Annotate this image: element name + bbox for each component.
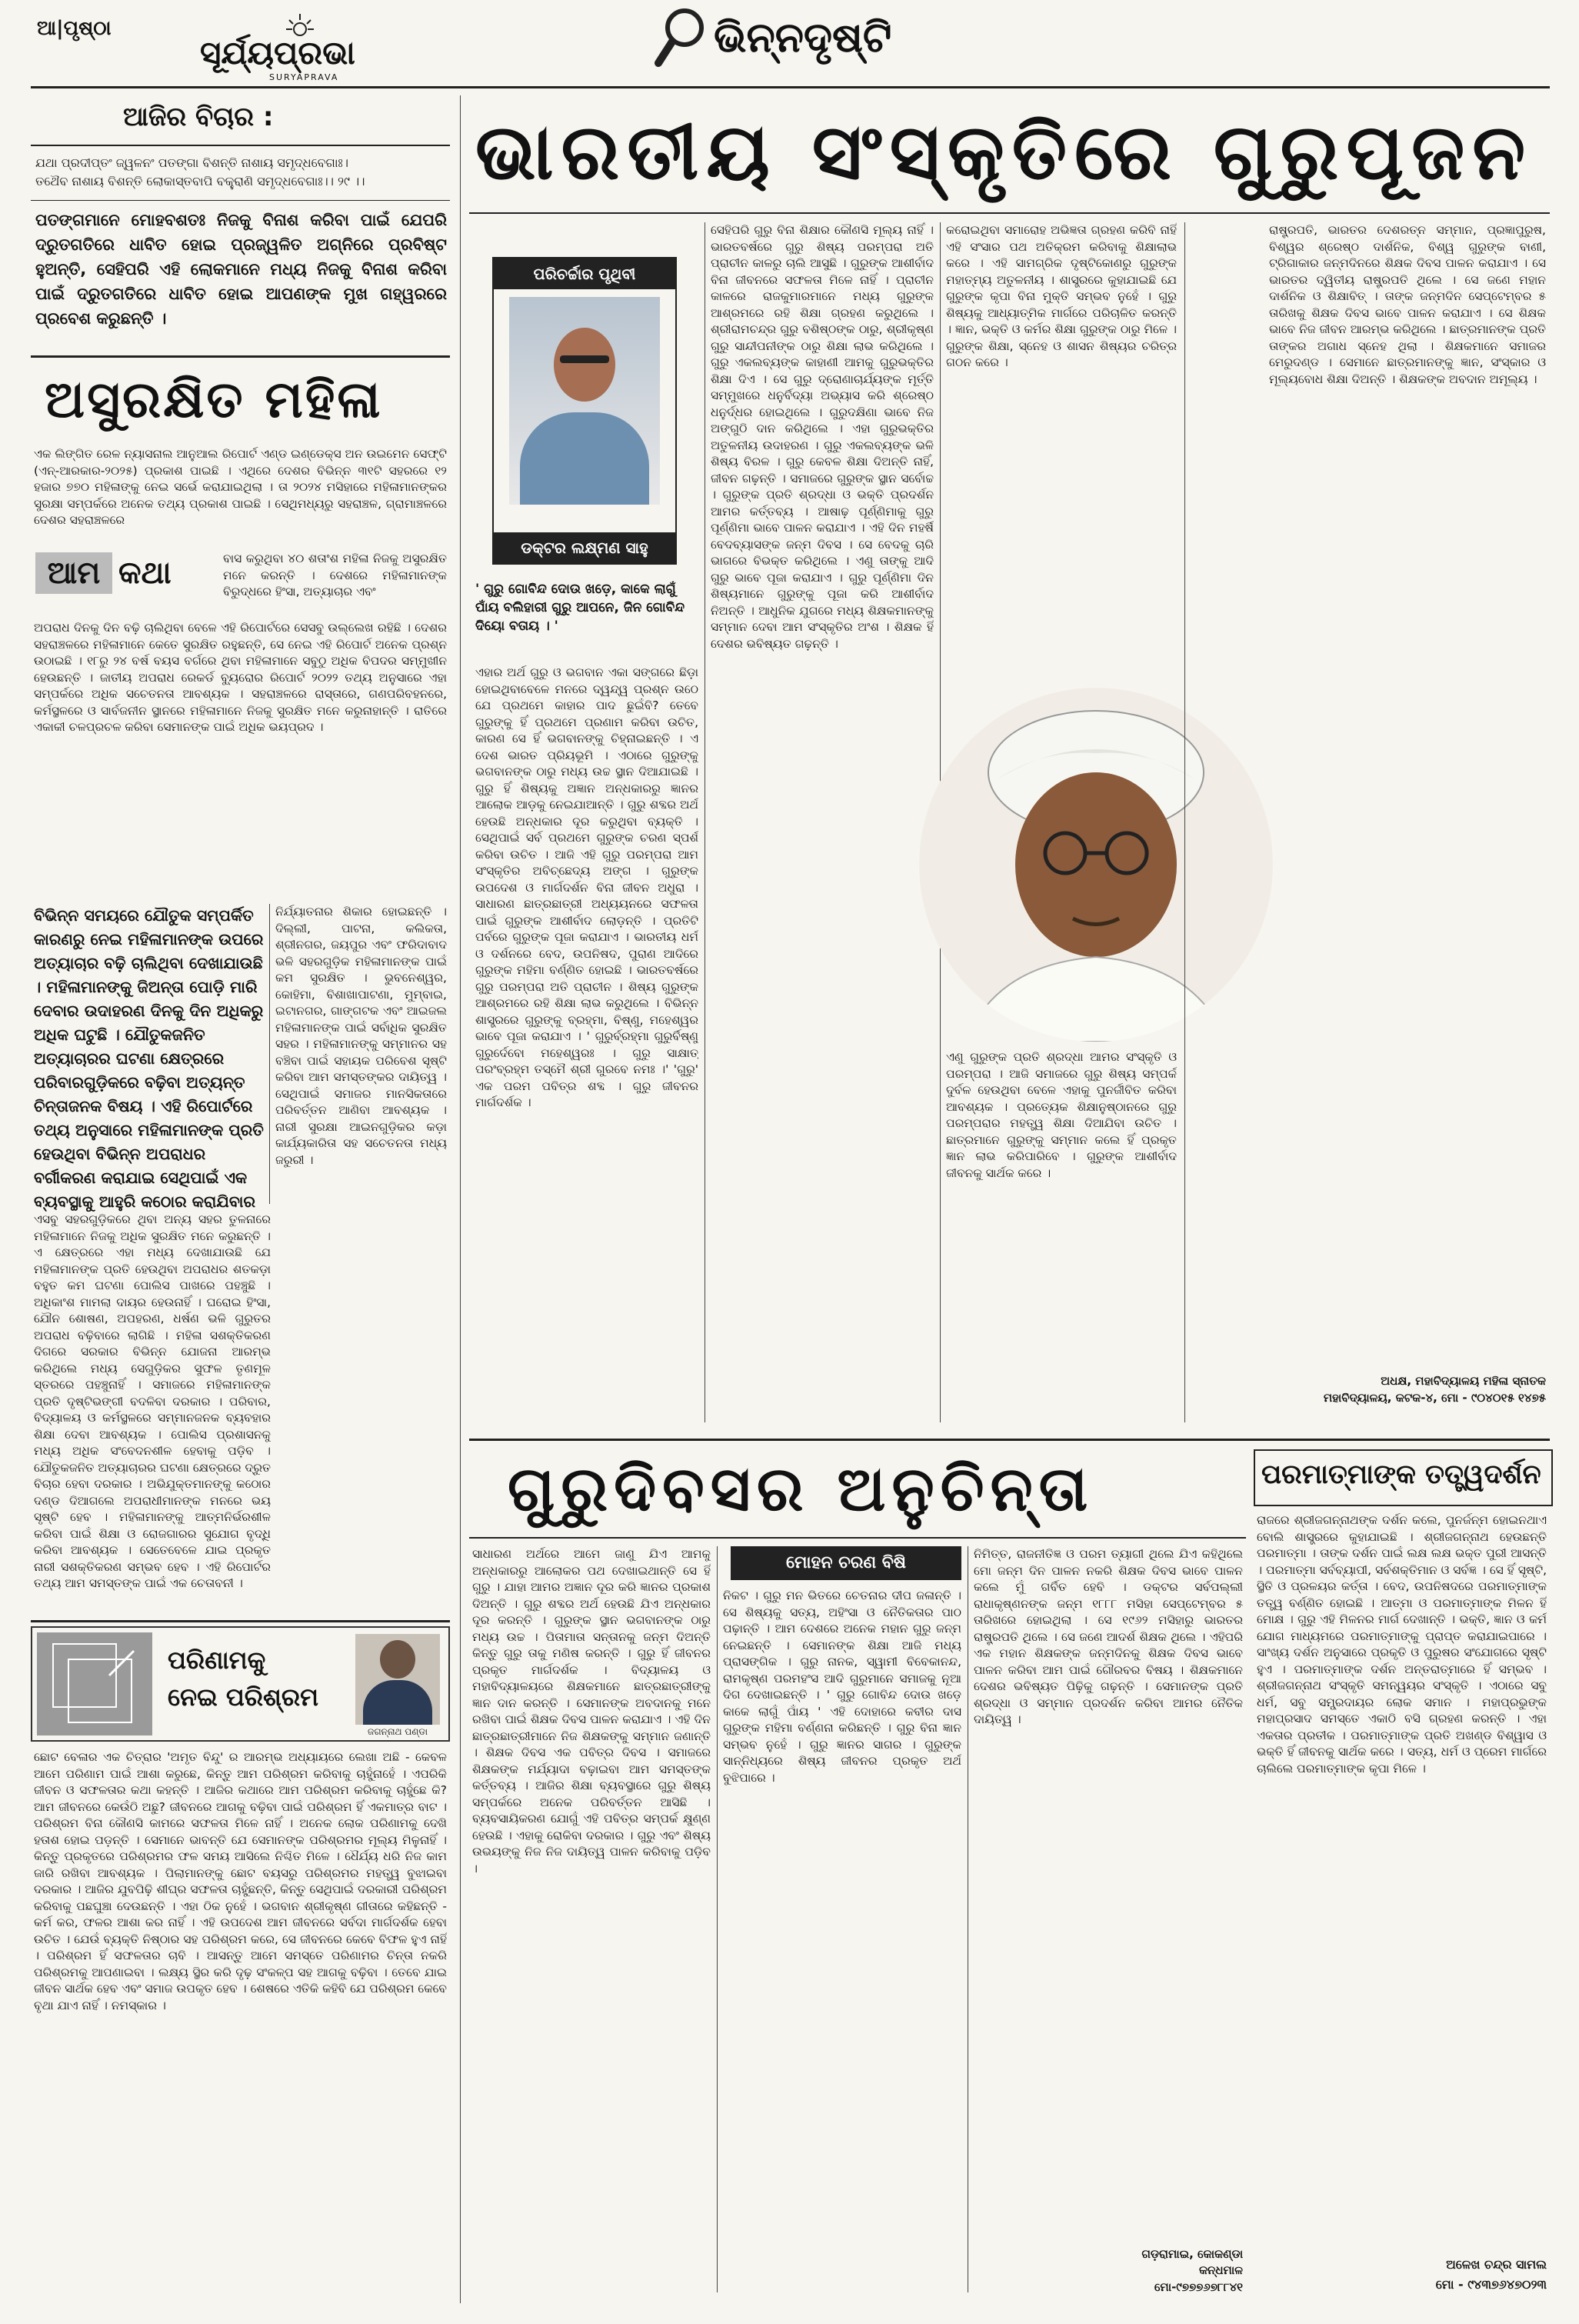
teacherday-text: ସାଧାରଣ ଅର୍ଥରେ ଆମେ ଜାଣୁ ଯିଏ ଆମକୁ ଅନ୍ଧକାରରୁ ଆଲୋକର ପଥ ଦେଖାଇଥାନ୍ତି ସେ ହିଁ ଗୁରୁ । ଯାହା ଆମର ଅଜ୍ଞାନ ଦୂର କରି ଜ୍ଞାନର ପ୍ରକାଶ ଦିଅନ୍ତି । ଗୁରୁ ଶବ୍ଦର ଅର୍ଥ ହେଉଛି ଯିଏ ଅନ୍ଧକାର ଦୂର କରନ୍ତି । ଗୁରୁଙ୍କ ସ୍ଥାନ ଭଗବାନଙ୍କ ଠାରୁ ମଧ୍ୟ ଉଚ୍ଚ । ପିତାମାତା ସନ୍ତାନକୁ ଜନ୍ମ ଦିଅନ୍ତି କିନ୍ତୁ ଗୁରୁ ତାକୁ ମଣିଷ କରନ୍ତି । ଗୁରୁ ହିଁ ଜୀବନର ପ୍ରକୃତ ମାର୍ଗଦର୍ଶକ । ବିଦ୍ୟାଳୟ ଓ ମହାବିଦ୍ୟାଳୟରେ ଶିକ୍ଷକମାନେ ଛାତ୍ରଛାତ୍ରୀଙ୍କୁ ଜ୍ଞାନ ଦାନ କରନ୍ତି । ସେମାନଙ୍କ ଅବଦାନକୁ ମନେ ରଖିବା ପାଇଁ ଶିକ୍ଷକ ଦିବସ ପାଳନ କରାଯାଏ । ଏହି ଦିନ ଛାତ୍ରଛାତ୍ରୀମାନେ ନିଜ ଶିକ୍ଷକଙ୍କୁ ସମ୍ମାନ ଜଣାନ୍ତି । ଶିକ୍ଷକ ଦିବସ ଏକ ପବିତ୍ର ଦିବସ । ସମାଜରେ ଶିକ୍ଷକଙ୍କ ମର୍ଯ୍ୟାଦା ବଢ଼ାଇବା ଆମ ସମସ୍ତଙ୍କ କର୍ତ୍ତବ୍ୟ । ଆଜିର ଶିକ୍ଷା ବ୍ୟବସ୍ଥାରେ ଗୁରୁ ଶିଷ୍ୟ ସମ୍ପର୍କରେ ଅନେକ ପରିବର୍ତ୍ତନ ଆସିଛି । ବ୍ୟବସାୟିକରଣ ଯୋଗୁଁ ଏହି ପବିତ୍ର ସମ୍ପର୍କ କ୍ଷୁଣ୍ଣ ହେଉଛି । ଏହାକୁ ରୋକିବା ଦରକାର । ଗୁରୁ ଏବଂ ଶିଷ୍ୟ ଉଭୟଙ୍କୁ ନିଜ ନିଜ ଦାୟିତ୍ୱ ପାଳନ କରିବାକୁ ପଡ଼ିବ । (472, 1547, 711, 1876)
portrait-illustration (919, 688, 1273, 1042)
women-article-text: ବାସ କରୁଥିବା ୪୦ ଶତାଂଶ ମହିଳା ନିଜକୁ ଅସୁରକ୍ଷିତ ମନେ କରନ୍ତି । ଦେଶରେ ମହିଳାମାନଙ୍କ ବିରୁଦ୍ଧରେ ହିଂସା, ଅତ୍ୟାଚାର ଏବଂ (223, 552, 447, 599)
column-label (31, 551, 215, 595)
pen-logo (37, 1632, 152, 1735)
page-label: ଆ|ପୃଷ୍ଠା (37, 17, 112, 40)
effort-header (31, 1626, 450, 1742)
divine-title: ପରମାତ୍ମାଙ୍କ ତତ୍ତ୍ୱଦର୍ଶନ (1261, 1459, 1541, 1490)
teacherday-article (469, 1446, 1246, 2304)
teacherday-author-phone: ମୋ-୯୭୭୭୬୭୮୮୪୧ (1154, 2280, 1243, 2294)
women-article-text: ଏସବୁ ସହରଗୁଡ଼ିକରେ ଥିବା ଅନ୍ୟ ସହର ତୁଳନାରେ ମହିଳାମାନେ ନିଜକୁ ଅଧିକ ସୁରକ୍ଷିତ ମନେ କରୁଛନ୍ତି । ଏ କ୍ଷେତ୍ରରେ ଏହା ମଧ୍ୟ ଦେଖାଯାଉଛି ଯେ ମହିଳାମାନଙ୍କ ପ୍ରତି ହେଉଥିବା ଅପରାଧର ଶତକଡ଼ା ବହୁତ କମ ଘଟଣା ପୋଲିସ ପାଖରେ ପହଞ୍ଚୁଛି । ଅଧିକାଂଶ ମାମଲା ଦାୟର ହେଉନାହିଁ । ଘରୋଇ ହିଂସା, ଯୌନ ଶୋଷଣ, ଅପହରଣ, ଧର୍ଷଣ ଭଳି ଗୁରୁତର ଅପରାଧ ବଢ଼ିବାରେ ଲାଗିଛି । ମହିଳା ସଶକ୍ତିକରଣ ଦିଗରେ ସରକାର ବିଭିନ୍ନ ଯୋଜନା ଆରମ୍ଭ କରିଥିଲେ ମଧ୍ୟ ସେଗୁଡ଼ିକର ସୁଫଳ ତୃଣମୂଳ ସ୍ତରରେ ପହଞ୍ଚୁନାହିଁ । ସମାଜରେ ମହିଳାମାନଙ୍କ ପ୍ରତି ଦୃଷ୍ଟିଭଙ୍ଗୀ ବଦଳିବା ଦରକାର । ପରିବାର, ବିଦ୍ୟାଳୟ ଓ କର୍ମସ୍ଥଳରେ ସମ୍ମାନଜନକ ବ୍ୟବହାର ଶିକ୍ଷା ଦେବା ଆବଶ୍ୟକ । ପୋଲିସ ପ୍ରଶାସନକୁ ମଧ୍ୟ ଅଧିକ ସଂବେଦନଶୀଳ ହେବାକୁ ପଡ଼ିବ । ଯୌତୁକଜନିତ ଅତ୍ୟାଚାରର ଘଟଣା କ୍ଷେତ୍ରରେ ଦ୍ରୁତ ବିଚାର ହେବା ଦରକାର । ଅଭିଯୁକ୍ତମାନଙ୍କୁ କଠୋର ଦଣ୍ଡ ଦିଆଗଲେ ଅପରାଧୀମାନଙ୍କ ମନରେ ଭୟ ସୃଷ୍ଟି ହେବ । ମହିଳାମାନଙ୍କୁ ଆତ୍ମନିର୍ଭରଶୀଳ କରିବା ପାଇଁ ଶିକ୍ଷା ଓ ରୋଜଗାରର ସୁଯୋଗ ବୃଦ୍ଧି କରିବା ଆବଶ୍ୟକ । ସେତେବେଳେ ଯାଇ ପ୍ରକୃତ ନାରୀ ସଶକ୍ତିକରଣ ସମ୍ଭବ ହେବ । ଏହି ରିପୋର୍ଟର ତଥ୍ୟ ଆମ ସମସ୍ତଙ୍କ ପାଇଁ ଏକ ଚେତାବନୀ । (34, 1212, 271, 1590)
column-divider (460, 95, 461, 2303)
divine-phone: ମୋ - ୯୪୩୭୬୪୭୦୨୩ (1435, 2277, 1547, 2292)
pen-icon (106, 1648, 137, 1679)
effort-article-text: ଛୋଟ ବେଳାର ଏକ ଚିତ୍ରାର 'ଅମୃତ ବିନ୍ଦୁ' ର ଆରମ୍ଭ ଅଧ୍ୟାୟରେ ଲେଖା ଅଛି - କେବଳ ଆମେ ପରିଣାମ ପାଇଁ ଆଶା କରୁଛେ, କିନ୍ତୁ ଆମ ପରିଶ୍ରମ କରିବାକୁ ଚାହୁଁନାହେଁ । ଏପରିକି ଜୀବନ ଓ ସଫଳତାର କଥା କହନ୍ତି । ଆଜିର କଥାରେ ଆମ ପରିଶ୍ରମ କରିବାକୁ ଚାହୁଁଛେ କି? ଆମ ଜୀବନରେ କେଉଁଠି ଅଛୁ? ଜୀବନରେ ଆଗକୁ ବଢ଼ିବା ପାଇଁ ପରିଶ୍ରମ ହିଁ ଏକମାତ୍ର ବାଟ । ପରିଶ୍ରମ ବିନା କୌଣସି କାମରେ ସଫଳତା ମିଳେ ନାହିଁ । ଅନେକ ଲୋକ ପରିଣାମକୁ ଦେଖି ହତାଶ ହୋଇ ପଡ଼ନ୍ତି । ସେମାନେ ଭାବନ୍ତି ଯେ ସେମାନଙ୍କ ପରିଶ୍ରମର ମୂଲ୍ୟ ମିଳୁନାହିଁ । କିନ୍ତୁ ପ୍ରକୃତରେ ପରିଶ୍ରମର ଫଳ ସମୟ ଆସିଲେ ନିଶ୍ଚିତ ମିଳେ । ଧୈର୍ଯ୍ୟ ଧରି ନିଜ କାମ ଜାରି ରଖିବା ଆବଶ୍ୟକ । ପିଲାମାନଙ୍କୁ ଛୋଟ ବୟସରୁ ପରିଶ୍ରମର ମହତ୍ତ୍ୱ ବୁଝାଇବା ଦରକାର । ଆଜିର ଯୁବପିଢ଼ି ଶୀଘ୍ର ସଫଳତା ଚାହୁଁଛନ୍ତି, କିନ୍ତୁ ସେଥିପାଇଁ ଦରକାରୀ ପରିଶ୍ରମ କରିବାକୁ ପଛଘୁଞ୍ଚା ଦେଉଛନ୍ତି । ଏହା ଠିକ ନୁହେଁ । ଭଗବାନ ଶ୍ରୀକୃଷ୍ଣ ଗୀତାରେ କହିଛନ୍ତି - କର୍ମ କର, ଫଳର ଆଶା କର ନାହିଁ । ଏହି ଉପଦେଶ ଆମ ଜୀବନରେ ସର୍ବଦା ମାର୍ଗଦର୍ଶକ ହେବା ଉଚିତ । ଯେଉଁ ବ୍ୟକ୍ତି ନିଷ୍ଠାର ସହ ପରିଶ୍ରମ କରେ, ସେ ଜୀବନରେ କେବେ ବିଫଳ ହୁଏ ନାହିଁ । ପରିଶ୍ରମ ହିଁ ସଫଳତାର ଚାବି । ଆସନ୍ତୁ ଆମେ ସମସ୍ତେ ପରିଣାମର ଚିନ୍ତା ନକରି ପରିଶ୍ରମକୁ ଆପଣାଇବା । ଲକ୍ଷ୍ୟ ସ୍ଥିର କରି ଦୃଢ଼ ସଂକଳ୍ପ ସହ ଆଗକୁ ବଢ଼ିବା । ତେବେ ଯାଇ ଜୀବନ ସାର୍ଥକ ହେବ ଏବଂ ସମାଜ ଉପକୃତ ହେବ । ଶେଷରେ ଏତିକି କହିବି ଯେ ପରିଶ୍ରମ କେବେ ବୃଥା ଯାଏ ନାହିଁ । ନମସ୍କାର । (34, 1750, 447, 2012)
women-article-text: ନିର୍ଯ୍ୟାତନାର ଶିକାର ହୋଇଛନ୍ତି । ଦିଲ୍ଲୀ, ପାଟନା, କଲିକତା, ଶ୍ରୀନଗର, ଜୟପୁର ଏବଂ ଫରିଦାବାଦ ଭଳି ସହରଗୁଡ଼ିକ ମହିଳାମାନଙ୍କ ପାଇଁ କମ ସୁରକ୍ଷିତ । ଭୁବନେଶ୍ୱର, କୋହିମା, ବିଶାଖାପାଟଣା, ମୁମ୍ବାଇ, ଇଟାନଗର, ଗାଙ୍ଗଟକ ଏବଂ ଆଇଜଲ ମହିଳାମାନଙ୍କ ପାଇଁ ସର୍ବାଧିକ ସୁରକ୍ଷିତ ସହର । ମହିଳାମାନଙ୍କୁ ସମ୍ମାନର ସହ ବଞ୍ଚିବା ପାଇଁ ସହାୟକ ପରିବେଶ ସୃଷ୍ଟି କରିବା ଆମ ସମସ୍ତଙ୍କର ଦାୟିତ୍ୱ । ସେଥିପାଇଁ ସମାଜର ମାନସିକତାରେ ପରିବର୍ତ୍ତନ ଆଣିବା ଆବଶ୍ୟକ । ନାରୀ ସୁରକ୍ଷା ଆଇନଗୁଡ଼ିକର କଡ଼ା କାର୍ଯ୍ୟକାରିତା ସହ ସଚେତନତା ମଧ୍ୟ ଜରୁରୀ । (275, 905, 447, 1167)
women-article-text: ଅପରାଧ ଦିନକୁ ଦିନ ବଢ଼ି ଚାଲିଥିବା ବେଳେ ଏହି ରିପୋର୍ଟରେ ସେସବୁ ଉଲ୍ଲେଖ ରହିଛି । ଦେଶର ସହରାଞ୍ଚଳରେ ମହିଳାମାନେ କେତେ ସୁରକ୍ଷିତ ରହୁଛନ୍ତି, ସେ ନେଇ ଏହି ରିପୋର୍ଟ ଅନେକ ପ୍ରଶ୍ନ ଉଠାଇଛି । ୧୮ରୁ ୨୪ ବର୍ଷ ବୟସ ବର୍ଗରେ ଥିବା ମହିଳାମାନେ ସବୁଠୁ ଅଧିକ ବିପଦର ସମ୍ମୁଖୀନ ହେଉଛନ୍ତି । ଜାତୀୟ ଅପରାଧ ରେକର୍ଡ ବ୍ୟୁରୋର ରିପୋର୍ଟ ୨୦୨୨ ତଥ୍ୟ ଅନୁସାରେ ଏହା ସମ୍ପର୍କରେ ଅଧିକ ସଚେତନତା ଆବଶ୍ୟକ । ସହରାଞ୍ଚଳରେ ରାସ୍ତାରେ, ଗଣପରିବହନରେ, କର୍ମସ୍ଥଳରେ ଓ ସାର୍ବଜନୀନ ସ୍ଥାନରେ ମହିଳାମାନେ ନିଜକୁ ସୁରକ୍ଷିତ ମନେ କରୁନାହାନ୍ତି । ରାତିରେ ଏକାକୀ ଚଳପ୍ରଚଳ କରିବା ସେମାନଙ୍କ ପାଇଁ ଅଧିକ ଭୟପ୍ରଦ । (34, 621, 447, 734)
guru-article-text: ଏଣୁ ଗୁରୁଙ୍କ ପ୍ରତି ଶ୍ରଦ୍ଧା ଆମର ସଂସ୍କୃତି ଓ ପରମ୍ପରା । ଆଜି ସମାଜରେ ଗୁରୁ ଶିଷ୍ୟ ସମ୍ପର୍କ ଦୁର୍ବଳ ହେଉଥିବା ବେଳେ ଏହାକୁ ପୁନର୍ଜୀବିତ କରିବା ଆବଶ୍ୟକ । ପ୍ରତ୍ୟେକ ଶିକ୍ଷାନୁଷ୍ଠାନରେ ଗୁରୁ ପରମ୍ପରାର ମହତ୍ତ୍ୱ ଶିକ୍ଷା ଦିଆଯିବା ଉଚିତ । ଛାତ୍ରମାନେ ଗୁରୁଙ୍କୁ ସମ୍ମାନ କଲେ ହିଁ ପ୍ରକୃତ ଜ୍ଞାନ ଲାଭ କରିପାରିବେ । ଗୁରୁଙ୍କ ଆଶୀର୍ବାଦ ଜୀବନକୁ ସାର୍ଥକ କରେ । (946, 1050, 1177, 1180)
quote-meaning: ପତଙ୍ଗମାନେ ମୋହବଶତଃ ନିଜକୁ ବିନାଶ କରିବା ପାଇଁ ଯେପରି ଦ୍ରୁତଗତିରେ ଧାବିତ ହୋଇ ପ୍ରଜ୍ୱଳିତ ଅଗ୍ନିରେ ପ୍ରବିଷ୍ଟ ହୁଅନ୍ତି, ସେହିପରି ଏହି ଲୋକମାନେ ମଧ୍ୟ ନିଜକୁ ବିନାଶ କରିବା ପାଇଁ ଦ୍ରୁତଗତିରେ ଧାବିତ ହୋଇ ଆପଣଙ୍କ ମୁଖ ଗହ୍ୱରରେ ପ୍ରବେଶ କରୁଛନ୍ତି । (35, 211, 447, 328)
section-title: ଭିନ୍ନଦୃଷ୍ଟି (714, 12, 892, 62)
guru-article (469, 95, 1550, 1434)
author-photo (509, 297, 660, 505)
author-caption: ଡକ୍ଟର ଲକ୍ଷ୍ମଣ ସାହୁ (494, 532, 675, 563)
guru-author-footer: ଅଧକ୍ଷ, ମହାବିଦ୍ୟାଳୟ ମହିଳା ସ୍ନାତକ ମହାବିଦ୍ୟାଳୟ, କଟକ-୪, ମୋ - ୯୦୪୦୧୫ ୧୪୭୫ (1323, 1374, 1546, 1405)
effort-author: ଜଗନ୍ନାଥ ପଣ୍ଡା (368, 1726, 428, 1737)
magnifier-icon (654, 6, 708, 68)
quote-box (31, 95, 450, 349)
column-label-part-b: କଥା (118, 555, 172, 591)
column-label-part-a: ଆମ (35, 552, 112, 594)
guru-article-text: ଏହାର ଅର୍ଥ ଗୁରୁ ଓ ଭଗବାନ ଏକା ସଙ୍ଗରେ ଛିଡ଼ା ହୋଇଥିବାବେଳେ ମନରେ ଦ୍ୱନ୍ଦ୍ୱ ପ୍ରଶ୍ନ ଉଠେ ଯେ ପ୍ରଥମେ କାହାର ପାଦ ଛୁଇଁବି? ତେବେ ଗୁରୁଙ୍କୁ ହିଁ ପ୍ରଥମେ ପ୍ରଣାମ କରିବା ଉଚିତ, କାରଣ ସେ ହିଁ ଭଗବାନଙ୍କୁ ଚିହ୍ନାଇଛନ୍ତି । ଏ ଦେଶ ଭାରତ ପ୍ରିୟଭୂମି । ଏଠାରେ ଗୁରୁଙ୍କୁ ଭଗବାନଙ୍କ ଠାରୁ ମଧ୍ୟ ଉଚ୍ଚ ସ୍ଥାନ ଦିଆଯାଇଛି । ଗୁରୁ ହିଁ ଶିଷ୍ୟକୁ ଅଜ୍ଞାନ ଅନ୍ଧକାରରୁ ଜ୍ଞାନର ଆଲୋକ ଆଡ଼କୁ ନେଇଯାଆନ୍ତି । ଗୁରୁ ଶବ୍ଦର ଅର୍ଥ ହେଉଛି ଅନ୍ଧକାର ଦୂର କରୁଥିବା ବ୍ୟକ୍ତି । ସେଥିପାଇଁ ସର୍ବ ପ୍ରଥମେ ଗୁରୁଙ୍କ ଚରଣ ସ୍ପର୍ଶ କରିବା ଉଚିତ । ଆଜି ଏହି ଗୁରୁ ପରମ୍ପରା ଆମ ସଂସ୍କୃତିର ଅବିଚ୍ଛେଦ୍ୟ ଅଙ୍ଗ । ଗୁରୁଙ୍କ ଉପଦେଶ ଓ ମାର୍ଗଦର୍ଶନ ବିନା ଜୀବନ ଅଧୁରା । ସାଧାରଣ ଛାତ୍ରଛାତ୍ରୀ ଅଧ୍ୟୟନରେ ସଫଳତା ପାଇଁ ଗୁରୁଙ୍କ ଆଶୀର୍ବାଦ ଲୋଡ଼ନ୍ତି । ପ୍ରତିଟି ପର୍ବରେ ଗୁରୁଙ୍କ ପୂଜା କରାଯାଏ । ଭାରତୀୟ ଧର୍ମ ଓ ଦର୍ଶନରେ ବେଦ, ଉପନିଷଦ, ପୁରାଣ ଆଦିରେ ଗୁରୁଙ୍କ ମହିମା ବର୍ଣ୍ଣିତ ହୋଇଛି । ଭାରତବର୍ଷରେ ଗୁରୁ ପରମ୍ପରା ଅତି ପ୍ରାଚୀନ । ଶିଷ୍ୟ ଗୁରୁଙ୍କ ଆଶ୍ରମରେ ରହି ଶିକ୍ଷା ଲାଭ କରୁଥିଲେ । ବିଭିନ୍ନ ଶାସ୍ତ୍ରରେ ଗୁରୁଙ୍କୁ ବ୍ରହ୍ମା, ବିଷ୍ଣୁ, ମହେଶ୍ୱର ଭାବେ ପୂଜା କରାଯାଏ । ' ଗୁରୁର୍ବ୍ରହ୍ମା ଗୁରୁର୍ବିଷ୍ଣୁ ଗୁରୁର୍ଦେବୋ ମହେଶ୍ୱରଃ । ଗୁରୁ ସାକ୍ଷାତ୍ ପରଂବ୍ରହ୍ମ ତସ୍ମୈ ଶ୍ରୀ ଗୁରବେ ନମଃ ।' 'ଗୁରୁ' ଏକ ପରମ ପବିତ୍ର ଶବ୍ଦ । ଗୁରୁ ଜୀବନର ମାର୍ଗଦର୍ଶକ । (475, 665, 698, 1109)
teacherday-author-footer: ଗଡ଼ରାମାଇ, କୋକଣ୍ଡା କନ୍ଧମାଳ (1141, 2247, 1243, 2277)
guru-article-text: ରାଷ୍ଟ୍ରପତି, ଭାରତର ଦେଶରତ୍ନ ସମ୍ମାନ, ପ୍ରଜ୍ଞାପୁରୁଷ, ବିଶ୍ୱର ଶ୍ରେଷ୍ଠ ଦାର୍ଶନିକ, ବିଶ୍ୱ ଗୁରୁଙ୍କ ବାଣୀ, ଟ୍ରିଗାକାର ଜନ୍ମଦିନରେ ଶିକ୍ଷକ ଦିବସ ପାଳନ କରାଯାଏ । ସେ ଭାରତର ଦ୍ୱିତୀୟ ରାଷ୍ଟ୍ରପତି ଥିଲେ । ସେ ଜଣେ ମହାନ ଦାର୍ଶନିକ ଓ ଶିକ୍ଷାବିତ୍ । ତାଙ୍କ ଜନ୍ମଦିନ ସେପ୍ଟେମ୍ବର ୫ ତାରିଖକୁ ଶିକ୍ଷକ ଦିବସ ଭାବେ ପାଳନ କରାଯାଏ । ସେ ଶିକ୍ଷକ ଭାବେ ନିଜ ଜୀବନ ଆରମ୍ଭ କରିଥିଲେ । ଛାତ୍ରମାନଙ୍କ ପ୍ରତି ତାଙ୍କର ଅଗାଧ ସ୍ନେହ ଥିଲା । ଶିକ୍ଷକମାନେ ସମାଜର ମେରୁଦଣ୍ଡ । ସେମାନେ ଛାତ୍ରମାନଙ୍କୁ ଜ୍ଞାନ, ସଂସ୍କାର ଓ ମୂଲ୍ୟବୋଧ ଶିକ୍ଷା ଦିଅନ୍ତି । ଶିକ୍ଷକଙ୍କ ଅବଦାନ ଅମୂଲ୍ୟ । (1269, 223, 1546, 386)
women-article (31, 362, 450, 1615)
divine-title-box (1254, 1449, 1553, 1506)
author-tag: ମୋହନ ଚରଣ ବିଷି (731, 1546, 961, 1580)
teacherday-text: ନିକଟ । ଗୁରୁ ମନ ଭିତରେ ଚେତନାର ଦୀପ ଜଳାନ୍ତି । ସେ ଶିଷ୍ୟକୁ ସତ୍ୟ, ଅହିଂସା ଓ ନୈତିକତାର ପାଠ ପଢ଼ାନ୍ତି । ଆମ ଦେଶରେ ଅନେକ ମହାନ ଗୁରୁ ଜନ୍ମ ନେଇଛନ୍ତି । ସେମାନଙ୍କ ଶିକ୍ଷା ଆଜି ମଧ୍ୟ ପ୍ରାସଙ୍ଗିକ । ଗୁରୁ ନାନକ, ସ୍ୱାମୀ ବିବେକାନନ୍ଦ, ରାମକୃଷ୍ଣ ପରମହଂସ ଆଦି ଗୁରୁମାନେ ସମାଜକୁ ନୂଆ ଦିଗ ଦେଖାଇଛନ୍ତି । ' ଗୁରୁ ଗୋବିନ୍ଦ ଦୋଉ ଖଡ଼େ କାକେ ଲାଗୁଁ ପାଁୟ ' ଏହି ଦୋହାରେ କବୀର ଦାସ ଗୁରୁଙ୍କ ମହିମା ବର୍ଣ୍ଣନା କରିଛନ୍ତି । ଗୁରୁ ବିନା ଜ୍ଞାନ ସମ୍ଭବ ନୁହେଁ । ଗୁରୁ ଜ୍ଞାନର ସାଗର । ଗୁରୁଙ୍କ ସାନ୍ନିଧ୍ୟରେ ଶିଷ୍ୟ ଜୀବନର ପ୍ରକୃତ ଅର୍ଥ ବୁଝିପାରେ । (723, 1589, 961, 1785)
guru-article-title: ଭାରତୀୟ ସଂସ୍କୃତିରେ ଗୁରୁପୂଜନ (475, 106, 1534, 197)
masthead (0, 0, 1579, 92)
divine-author: ଅଳେଖ ଚନ୍ଦ୍ର ସାମଲ (1446, 2257, 1547, 2272)
author-box (492, 257, 677, 565)
divine-text: ରାଜରେ ଶ୍ରୀଜଗନ୍ନାଥଙ୍କ ଦର୍ଶନ କଲେ, ପୁନର୍ଜନ୍ମ ହୋଇନଥାଏ ବୋଲି ଶାସ୍ତ୍ରରେ କୁହାଯାଇଛି । ଶ୍ରୀଜଗନ୍ନାଥ ହେଉଛନ୍ତି ପରମାତ୍ମା । ତାଙ୍କ ଦର୍ଶନ ପାଇଁ ଲକ୍ଷ ଲକ୍ଷ ଭକ୍ତ ପୁରୀ ଆସନ୍ତି । ପରମାତ୍ମା ସର୍ବବ୍ୟାପୀ, ସର୍ବଶକ୍ତିମାନ ଓ ସର୍ବଜ୍ଞ । ସେ ହିଁ ସୃଷ୍ଟି, ସ୍ଥିତି ଓ ପ୍ରଳୟର କର୍ତ୍ତା । ବେଦ, ଉପନିଷଦରେ ପରମାତ୍ମାଙ୍କ ତତ୍ତ୍ୱ ବର୍ଣ୍ଣିତ ହୋଇଛି । ଆତ୍ମା ଓ ପରମାତ୍ମାଙ୍କ ମିଳନ ହିଁ ମୋକ୍ଷ । ଗୁରୁ ଏହି ମିଳନର ମାର୍ଗ ଦେଖାନ୍ତି । ଭକ୍ତି, ଜ୍ଞାନ ଓ କର୍ମ ଯୋଗ ମାଧ୍ୟମରେ ପରମାତ୍ମାଙ୍କୁ ପ୍ରାପ୍ତ କରାଯାଇପାରେ । ସାଂଖ୍ୟ ଦର୍ଶନ ଅନୁସାରେ ପ୍ରକୃତି ଓ ପୁରୁଷର ସଂଯୋଗରେ ସୃଷ୍ଟି ହୁଏ । ପରମାତ୍ମାଙ୍କ ଦର୍ଶନ ଅନ୍ତରାତ୍ମାରେ ହିଁ ସମ୍ଭବ । ଶ୍ରୀଜଗନ୍ନାଥ ସଂସ୍କୃତି ସମନ୍ୱୟର ସଂସ୍କୃତି । ଏଠାରେ ସବୁ ଧର୍ମ, ସବୁ ସମ୍ପ୍ରଦାୟର ଲୋକ ସମାନ । ମହାପ୍ରଭୁଙ୍କ ମହାପ୍ରସାଦ ସମସ୍ତେ ଏକାଠି ବସି ଗ୍ରହଣ କରନ୍ତି । ଏହା ଏକତାର ପ୍ରତୀକ । ପରମାତ୍ମାଙ୍କ ପ୍ରତି ଅଖଣ୍ଡ ବିଶ୍ୱାସ ଓ ଭକ୍ତି ହିଁ ଜୀବନକୁ ସାର୍ଥକ କରେ । ସତ୍ୟ, ଧର୍ମ ଓ ପ୍ରେମ ମାର୍ଗରେ ଚାଲିଲେ ପରମାତ୍ମାଙ୍କ କୃପା ମିଳେ । (1257, 1513, 1547, 1776)
author-avatar (355, 1634, 440, 1725)
women-article-title: ଅସୁରକ୍ଷିତ ମହିଳା (45, 369, 383, 429)
quote-verse: ଯଥା ପ୍ରଦୀପ୍ତଂ ଜ୍ୱଳନଂ ପତଙ୍ଗା ବିଶନ୍ତି ନାଶାୟ ସମୃଦ୍ଧବେଗାଃ। ତଥୈବ ନାଶାୟ ବିଶନ୍ତି ଲୋକାସ୍ତବାପି ବକ୍ତ୍ରାଣି ସମୃଦ୍ଧବେଗାଃ।। ୨୯ ।। (35, 155, 365, 188)
logo-text: ସୂର୍ଯ୍ୟପ୍ରଭା (200, 34, 355, 72)
effort-article (31, 1626, 450, 2303)
quote-heading: ଆଜିର ବିଚାର : (123, 102, 274, 132)
logo (200, 14, 431, 82)
guru-article-text: ସେହିପରି ଗୁରୁ ବିନା ଶିକ୍ଷାର କୌଣସି ମୂଲ୍ୟ ନାହିଁ । ଭାରତବର୍ଷରେ ଗୁରୁ ଶିଷ୍ୟ ପରମ୍ପରା ଅତି ପ୍ରାଚୀନ କାଳରୁ ଚାଲି ଆସୁଛି । ଗୁରୁଙ୍କ ଆଶୀର୍ବାଦ ବିନା ଜୀବନରେ ସଫଳତା ମିଳେ ନାହିଁ । ପ୍ରାଚୀନ କାଳରେ ରାଜକୁମାରମାନେ ମଧ୍ୟ ଗୁରୁଙ୍କ ଆଶ୍ରମରେ ରହି ଶିକ୍ଷା ଗ୍ରହଣ କରୁଥିଲେ । ଶ୍ରୀରାମଚନ୍ଦ୍ର ଗୁରୁ ବଶିଷ୍ଠଙ୍କ ଠାରୁ, ଶ୍ରୀକୃଷ୍ଣ ଗୁରୁ ସାନ୍ଦୀପନୀଙ୍କ ଠାରୁ ଶିକ୍ଷା ଲାଭ କରିଥିଲେ । ଗୁରୁ ଏକଲବ୍ୟଙ୍କ କାହାଣୀ ଆମକୁ ଗୁରୁଭକ୍ତିର ଶିକ୍ଷା ଦିଏ । ସେ ଗୁରୁ ଦ୍ରୋଣାଚାର୍ଯ୍ୟଙ୍କ ମୂର୍ତ୍ତି ସମ୍ମୁଖରେ ଧନୁର୍ବିଦ୍ୟା ଅଭ୍ୟାସ କରି ଶ୍ରେଷ୍ଠ ଧନୁର୍ଦ୍ଧର ହୋଇଥିଲେ । ଗୁରୁଦକ୍ଷିଣା ଭାବେ ନିଜ ଅଙ୍ଗୁଠି ଦାନ କରିଥିଲେ । ଏହା ଗୁରୁଭକ୍ତିର ଅତୁଳନୀୟ ଉଦାହରଣ । ଗୁରୁ ଏକଲବ୍ୟଙ୍କ ଭଳି ଶିଷ୍ୟ ବିରଳ । ଗୁରୁ କେବଳ ଶିକ୍ଷା ଦିଅନ୍ତି ନାହିଁ, ଜୀବନ ଗଢ଼ନ୍ତି । ସମାଜରେ ଗୁରୁଙ୍କ ସ୍ଥାନ ସର୍ବୋଚ୍ଚ । ଗୁରୁଙ୍କ ପ୍ରତି ଶ୍ରଦ୍ଧା ଓ ଭକ୍ତି ପ୍ରଦର୍ଶନ ଆମର କର୍ତ୍ତବ୍ୟ । ଆଷାଢ଼ ପୂର୍ଣ୍ଣିମାକୁ ଗୁରୁ ପୂର୍ଣ୍ଣିମା ଭାବେ ପାଳନ କରାଯାଏ । ଏହି ଦିନ ମହର୍ଷି ବେଦବ୍ୟାସଙ୍କ ଜନ୍ମ ଦିବସ । ସେ ବେଦକୁ ଚାରି ଭାଗରେ ବିଭକ୍ତ କରିଥିଲେ । ଏଣୁ ତାଙ୍କୁ ଆଦି ଗୁରୁ ଭାବେ ପୂଜା କରାଯାଏ । ଗୁରୁ ପୂର୍ଣ୍ଣିମା ଦିନ ଶିଷ୍ୟମାନେ ଗୁରୁଙ୍କୁ ପୂଜା କରି ଆଶୀର୍ବାଦ ନିଅନ୍ତି । ଆଧୁନିକ ଯୁଗରେ ମଧ୍ୟ ଶିକ୍ଷକମାନଙ୍କୁ ସମ୍ମାନ ଦେବା ଆମ ସଂସ୍କୃତିର ଅଂଶ । ଶିକ୍ଷକ ହିଁ ଦେଶର ଭବିଷ୍ୟତ ଗଢ଼ନ୍ତି । (711, 223, 934, 651)
section-header (654, 3, 1008, 72)
divine-article (1254, 1446, 1550, 2304)
effort-column-title: ପରିଣାମକୁ ନେଇ ପରିଶ୍ରମ (168, 1645, 319, 1712)
logo-subtext: SURYAPRAVA (269, 72, 339, 82)
radhakrishnan-portrait (919, 688, 1273, 1042)
masthead-rule (31, 86, 1550, 88)
teacherday-text: ନିମିତ୍ତ, ରାଜନୀତିଜ୍ଞ ଓ ପରମ ତ୍ୟାଗୀ ଥିଲେ ଯିଏ କହିଥିଲେ ମୋ ଜନ୍ମ ଦିନ ପାଳନ ନକରି ଶିକ୍ଷକ ଦିବସ ଭାବେ ପାଳନ କଲେ ମୁଁ ଗର୍ବିତ ହେବି । ଡକ୍ଟର ସର୍ବପଲ୍ଲୀ ରାଧାକୃଷ୍ଣନଙ୍କ ଜନ୍ମ ୧୮୮୮ ମସିହା ସେପ୍ଟେମ୍ବର ୫ ତାରିଖରେ ହୋଇଥିଲା । ସେ ୧୯୬୨ ମସିହାରୁ ଭାରତର ରାଷ୍ଟ୍ରପତି ଥିଲେ । ସେ ଜଣେ ଆଦର୍ଶ ଶିକ୍ଷକ ଥିଲେ । ଏହିପରି ଏକ ମହାନ ଶିକ୍ଷକଙ୍କ ଜନ୍ମଦିନକୁ ଶିକ୍ଷକ ଦିବସ ଭାବେ ପାଳନ କରିବା ଆମ ପାଇଁ ଗୌରବର ବିଷୟ । ଶିକ୍ଷକମାନେ ଦେଶର ଭବିଷ୍ୟତ ପିଢ଼ିକୁ ଗଢ଼ନ୍ତି । ସେମାନଙ୍କ ପ୍ରତି ଶ୍ରଦ୍ଧା ଓ ସମ୍ମାନ ପ୍ରଦର୍ଶନ କରିବା ଆମର ନୈତିକ ଦାୟିତ୍ୱ । (974, 1547, 1243, 1726)
women-article-lead: ବିଭିନ୍ନ ସମୟରେ ଯୌତୁକ ସମ୍ପର୍କିତ କାରଣରୁ ନେଇ ମହିଳାମାନଙ୍କ ଉପରେ ଅତ୍ୟାଚାର ବଢ଼ି ଚାଲିଥିବା ଦେଖାଯାଉଛି । ମହିଳାମାନଙ୍କୁ ଜିଅନ୍ତା ପୋଡ଼ି ମାରି ଦେବାର ଉଦାହରଣ ଦିନକୁ ଦିନ ଅଧିକରୁ ଅଧିକ ଘଟୁଛି । ଯୌତୁକଜନିତ ଅତ୍ୟାଚାରର ଘଟଣା କ୍ଷେତ୍ରରେ ପରିବାରଗୁଡ଼ିକରେ ବଢ଼ିବା ଅତ୍ୟନ୍ତ ଚିନ୍ତାଜନକ ବିଷୟ । ଏହି ରିପୋର୍ଟରେ ତଥ୍ୟ ଅନୁସାରେ ମହିଳାମାନଙ୍କ ପ୍ରତି ହେଉଥିବା ବିଭିନ୍ନ ଅପରାଧର ବର୍ଗୀକରଣ କରାଯାଇ ସେଥିପାଇଁ ଏକ ବ୍ୟବସ୍ଥାକୁ ଆହୁରି କଠୋର କରାଯିବାର (34, 906, 264, 1211)
teacherday-title: ଗୁରୁଦିବସର ଅନୁଚିନ୍ତା (508, 1452, 1094, 1525)
women-article-text: ଏକ ଲିଙ୍ଗିତ ରେଳ ନ୍ୟାସନାଲ ଆନୁଆଲ ରିପୋର୍ଟ ଏଣ୍ଡ ଇଣ୍ଡେକ୍ସ ଅନ ଉଇମେନ ସେଫ୍ଟି (ଏନ୍-ଆରକାର-୨୦୨୫) ପ୍ରକାଶ ପାଇଛି । ଏଥିରେ ଦେଶର ବିଭିନ୍ନ ୩୧ଟି ସହରରେ ୧୨ ହଜାର ୭୭୦ ମହିଳାଙ୍କୁ ନେଇ ସର୍ଭେ କରାଯାଇଥିଲା । ତା ୨୦୨୪ ମସିହାରେ ମହିଳାମାନଙ୍କର ସୁରକ୍ଷା ସମ୍ପର୍କରେ ଅନେକ ତଥ୍ୟ ପ୍ରକାଶ ପାଇଛି । ସେଥିମଧ୍ୟରୁ ସହରାଞ୍ଚଳ, ଗ୍ରାମାଞ୍ଚଳରେ ଦେଶର ସହରାଞ୍ଚଳରେ (34, 447, 447, 527)
column-tag: ପରିଚର୍ଚ୍ଚାର ପୃଥିବୀ (494, 258, 675, 289)
pull-quote: ' ଗୁରୁ ଗୋବିନ୍ଦ ଦୋଉ ଖଡ଼େ, କାକେ ଲାଗୁଁ ପାଁୟ ବଲିହାରୀ ଗୁରୁ ଆପନେ, ଜିନ ଗୋବିନ୍ଦ ଦିୟୋ ବତାୟ । ' (475, 582, 685, 634)
guru-article-text: କରୋଇଥିବା ସମାରୋହ ଅଭିଜ୍ଞତା ଗ୍ରହଣ କରିବି ନାହିଁ ଏହି ସଂସାର ପଥ ଅତିକ୍ରମ କରିବାକୁ ଶିକ୍ଷାଲାଭ କରେ । ଏହି ସାମଗ୍ରିକ ଦୃଷ୍ଟିକୋଣରୁ ଗୁରୁଙ୍କ ମହାତ୍ମ୍ୟ ଅତୁଳନୀୟ । ଶାସ୍ତ୍ରରେ କୁହାଯାଇଛି ଯେ ଗୁରୁଙ୍କ କୃପା ବିନା ମୁକ୍ତି ସମ୍ଭବ ନୁହେଁ । ଗୁରୁ ଶିଷ୍ୟକୁ ଆଧ୍ୟାତ୍ମିକ ମାର୍ଗରେ ପରିଚାଳିତ କରନ୍ତି । ଜ୍ଞାନ, ଭକ୍ତି ଓ କର୍ମର ଶିକ୍ଷା ଗୁରୁଙ୍କ ଠାରୁ ମିଳେ । ଗୁରୁଙ୍କ ଶିକ୍ଷା, ସ୍ନେହ ଓ ଶାସନ ଶିଷ୍ୟର ଚରିତ୍ର ଗଠନ କରେ । (946, 223, 1177, 369)
